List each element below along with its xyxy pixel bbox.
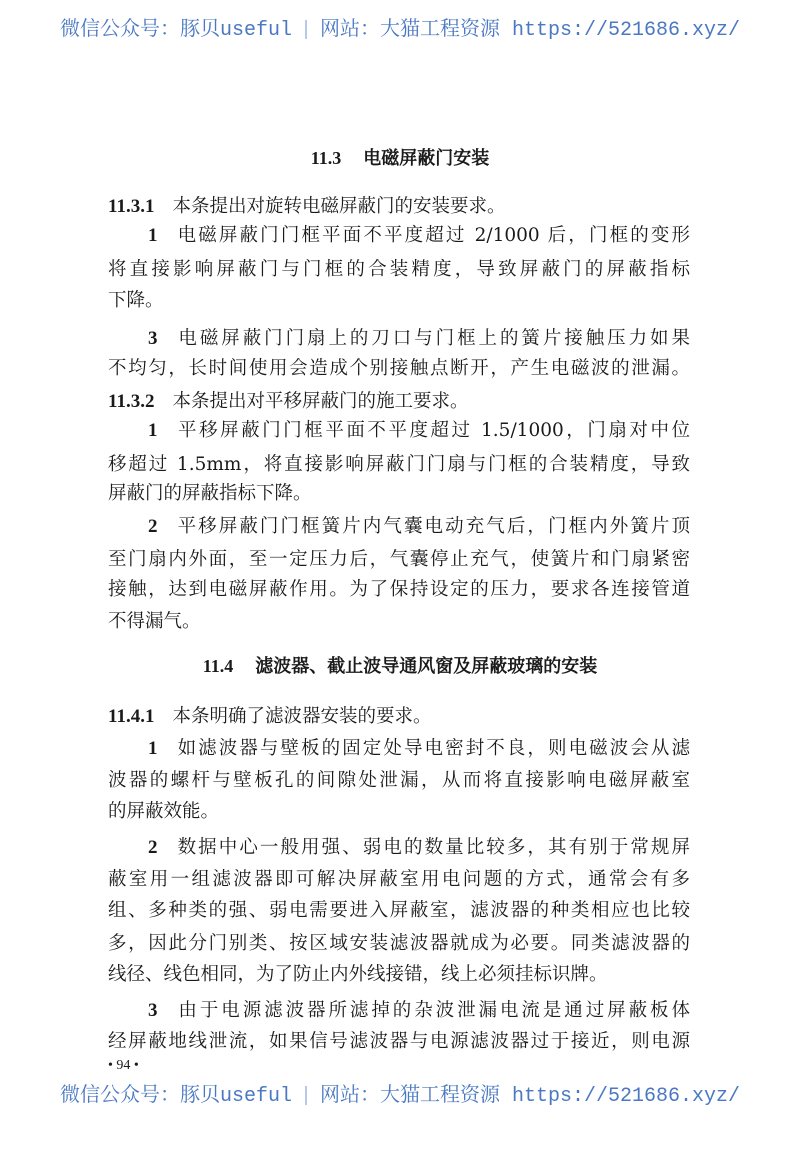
line-text: 的屏蔽效能。 xyxy=(108,801,220,822)
line-text: 将直接影响屏蔽门与门框的合装精度，导致屏蔽门的屏蔽指标 xyxy=(108,259,690,280)
item-number: 1 xyxy=(148,738,158,759)
item-number: 3 xyxy=(148,328,158,349)
watermark-website: 网站：大猫工程资源 https://521686.xyz/ xyxy=(319,1085,741,1108)
watermark-separator: | xyxy=(299,1085,312,1108)
watermark-wechat: 微信公众号：豚贝useful xyxy=(59,19,292,42)
clause-number: 11.4.1 xyxy=(108,706,155,727)
line-text: 平移屏蔽门门框簧片内气囊电动充气后，门框内外簧片顶 xyxy=(175,516,690,537)
text-line xyxy=(108,453,690,477)
line-text: 如滤波器与壁板的固定处导电密封不良，则电磁波会从滤 xyxy=(175,738,690,759)
text-line xyxy=(108,578,690,602)
line-text: 电磁屏蔽门门框平面不平度超过 2/1000 后，门框的变形 xyxy=(175,225,690,246)
line-text: 移超过 1.5mm，将直接影响屏蔽门门扇与门框的合装精度，导致 xyxy=(108,454,690,475)
section-title: 滤波器、截止波导通风窗及屏蔽玻璃的安装 xyxy=(255,656,598,677)
text-line xyxy=(108,868,690,892)
watermark-separator: | xyxy=(299,19,312,42)
text-line xyxy=(108,357,690,381)
item-number: 1 xyxy=(148,420,158,441)
clause-line xyxy=(108,195,690,219)
line-text: 经屏蔽地线泄流，如果信号滤波器与电源滤波器过于接近，则电源 xyxy=(108,1031,690,1052)
page-number: • 94 • xyxy=(108,1058,139,1073)
text-line xyxy=(108,258,690,282)
section-title: 电磁屏蔽门安装 xyxy=(363,148,490,169)
watermark-website: 网站：大猫工程资源 https://521686.xyz/ xyxy=(319,19,741,42)
text-line xyxy=(148,836,690,860)
line-text: 组、多种类的强、弱电需要进入屏蔽室，滤波器的种类相应也比较 xyxy=(108,900,690,921)
item-number: 3 xyxy=(148,1000,158,1021)
item-number: 2 xyxy=(148,516,158,537)
text-line xyxy=(108,800,690,824)
line-text: 本条提出对平移屏蔽门的施工要求。 xyxy=(172,391,469,412)
line-text: 波器的螺杆与壁板孔的间隙处泄漏，从而将直接影响电磁屏蔽室 xyxy=(108,770,690,791)
text-line xyxy=(148,999,690,1023)
text-line xyxy=(108,482,690,506)
text-line xyxy=(108,1030,690,1054)
line-text: 多，因此分门别类、按区域安装滤波器就成为必要。同类滤波器的 xyxy=(108,933,690,954)
line-text: 不均匀，长时间使用会造成个别接触点断开，产生电磁波的泄漏。 xyxy=(108,358,690,379)
text-line xyxy=(108,899,690,923)
text-line xyxy=(148,737,690,761)
watermark-wechat: 微信公众号：豚贝useful xyxy=(59,1085,292,1108)
text-line xyxy=(108,769,690,793)
clause-line xyxy=(108,705,690,729)
line-text: 下降。 xyxy=(108,290,164,311)
text-line xyxy=(108,548,690,572)
section-number: 11.4 xyxy=(202,656,234,676)
item-number: 2 xyxy=(148,837,158,858)
text-line xyxy=(108,610,690,634)
line-text: 接触，达到电磁屏蔽作用。为了保持设定的压力，要求各连接管道 xyxy=(108,579,690,600)
line-text: 至门扇内外面，至一定压力后，气囊停止充气，使簧片和门扇紧密 xyxy=(108,549,690,570)
text-line xyxy=(148,224,690,248)
text-line xyxy=(108,289,690,313)
section-heading-11-4 xyxy=(0,654,800,679)
text-line xyxy=(148,419,690,443)
section-number: 11.3 xyxy=(310,148,342,168)
line-text: 电磁屏蔽门门扇上的刀口与门框上的簧片接触压力如果 xyxy=(175,328,690,349)
line-text: 屏蔽门的屏蔽指标下降。 xyxy=(108,483,312,504)
line-text: 本条提出对旋转电磁屏蔽门的安装要求。 xyxy=(172,196,506,217)
line-text: 蔽室用一组滤波器即可解决屏蔽室用电问题的方式，通常会有多 xyxy=(108,869,690,890)
clause-number: 11.3.1 xyxy=(108,196,155,217)
watermark-bottom xyxy=(0,1084,800,1110)
text-line xyxy=(148,327,690,351)
line-text: 由于电源滤波器所滤掉的杂波泄漏电流是通过屏蔽板体 xyxy=(175,1000,690,1021)
text-line xyxy=(148,515,690,539)
watermark-top xyxy=(0,18,800,44)
section-heading-11-3 xyxy=(0,146,800,171)
item-number: 1 xyxy=(148,225,158,246)
line-text: 不得漏气。 xyxy=(108,611,201,632)
text-line xyxy=(108,963,690,987)
line-text: 平移屏蔽门门框平面不平度超过 1.5/1000，门扇对中位 xyxy=(175,420,690,441)
clause-line xyxy=(108,390,690,414)
line-text: 线径、线色相同，为了防止内外线接错，线上必须挂标识牌。 xyxy=(108,964,608,985)
line-text: 本条明确了滤波器安装的要求。 xyxy=(172,706,432,727)
clause-number: 11.3.2 xyxy=(108,391,155,412)
text-line xyxy=(108,932,690,956)
line-text: 数据中心一般用强、弱电的数量比较多，其有别于常规屏 xyxy=(175,837,690,858)
